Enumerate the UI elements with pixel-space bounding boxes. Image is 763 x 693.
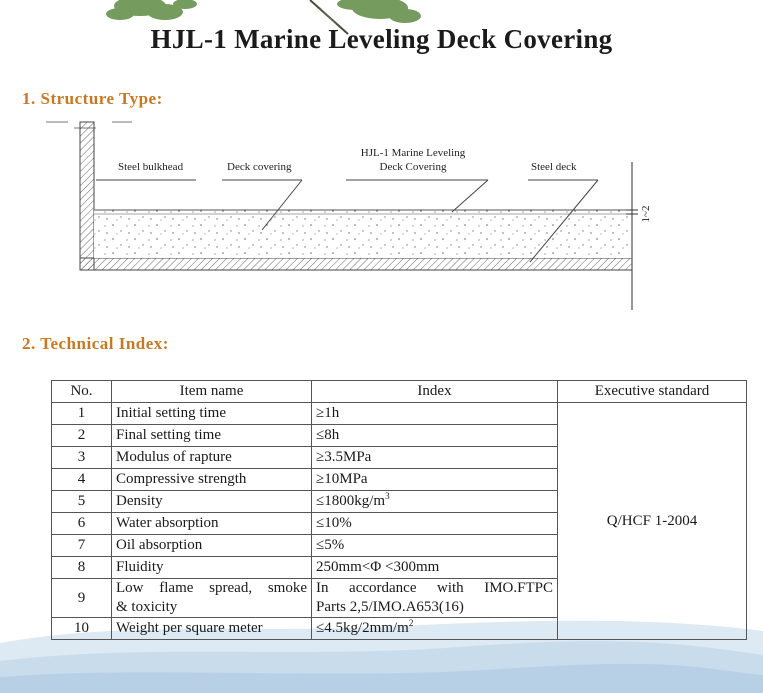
structure-type-heading: 1. Structure Type: <box>22 89 163 108</box>
index-superscript: 3 <box>385 491 390 501</box>
leveling-layer-shape <box>94 210 632 258</box>
item-line1: Low flame spread, smoke <box>116 580 307 596</box>
row-index <box>312 618 558 640</box>
item-line2: & toxicity <box>116 599 178 615</box>
row-item: Final setting time <box>112 425 312 447</box>
thickness-label: 1~2 <box>640 205 652 223</box>
row-item: Modulus of rapture <box>112 447 312 469</box>
row-item: Compressive strength <box>112 469 312 491</box>
row-item: Fluidity <box>112 557 312 579</box>
row-number: 6 <box>52 513 112 535</box>
executive-standard-value: Q/HCF 1-2004 <box>558 403 747 640</box>
row-number: 8 <box>52 557 112 579</box>
row-item: Density <box>112 491 312 513</box>
row-number: 3 <box>52 447 112 469</box>
label-deck-covering: Deck covering <box>227 161 292 173</box>
row-number: 10 <box>52 618 112 640</box>
row-number: 5 <box>52 491 112 513</box>
index-line1: In accordance with IMO.FTPC <box>316 580 553 596</box>
structure-diagram <box>0 110 763 315</box>
label-steel-bulkhead: Steel bulkhead <box>118 161 184 173</box>
row-item: Oil absorption <box>112 535 312 557</box>
table-header-row <box>52 381 747 403</box>
row-item: Water absorption <box>112 513 312 535</box>
row-index: ≤8h <box>312 425 558 447</box>
row-item: Initial setting time <box>112 403 312 425</box>
header-executive-standard: Executive standard <box>558 381 747 403</box>
row-number: 7 <box>52 535 112 557</box>
row-item: Weight per square meter <box>112 618 312 640</box>
header-item-name: Item name <box>112 381 312 403</box>
page-title: HJL-1 Marine Leveling Deck Covering <box>150 24 613 54</box>
row-index: ≤10% <box>312 513 558 535</box>
technical-index-table <box>51 380 747 640</box>
label-steel-deck: Steel deck <box>531 161 577 173</box>
technical-index-heading: 2. Technical Index: <box>22 334 169 353</box>
index-value: ≤4.5kg/2mm/m <box>316 620 409 636</box>
row-number: 1 <box>52 403 112 425</box>
row-number: 2 <box>52 425 112 447</box>
row-index: ≤5% <box>312 535 558 557</box>
label-product-line1: HJL-1 Marine Leveling <box>360 147 466 159</box>
header-no: No. <box>52 381 112 403</box>
index-superscript: 2 <box>408 618 414 628</box>
row-index: ≥3.5MPa <box>312 447 558 469</box>
header-index: Index <box>312 381 558 403</box>
row-number: 4 <box>52 469 112 491</box>
row-number: 9 <box>52 579 112 618</box>
label-product-line2: Deck Covering <box>379 161 447 173</box>
row-index: 250mm<Φ <300mm <box>312 557 558 579</box>
row-index: ≥1h <box>312 403 558 425</box>
index-value: ≤1800kg/m <box>316 493 386 509</box>
table-row <box>52 403 747 425</box>
row-index <box>312 491 558 513</box>
row-index: ≥10MPa <box>312 469 558 491</box>
row-item <box>112 579 312 618</box>
row-index <box>312 579 558 618</box>
index-line2: Parts 2,5/IMO.A653(16) <box>316 599 464 615</box>
